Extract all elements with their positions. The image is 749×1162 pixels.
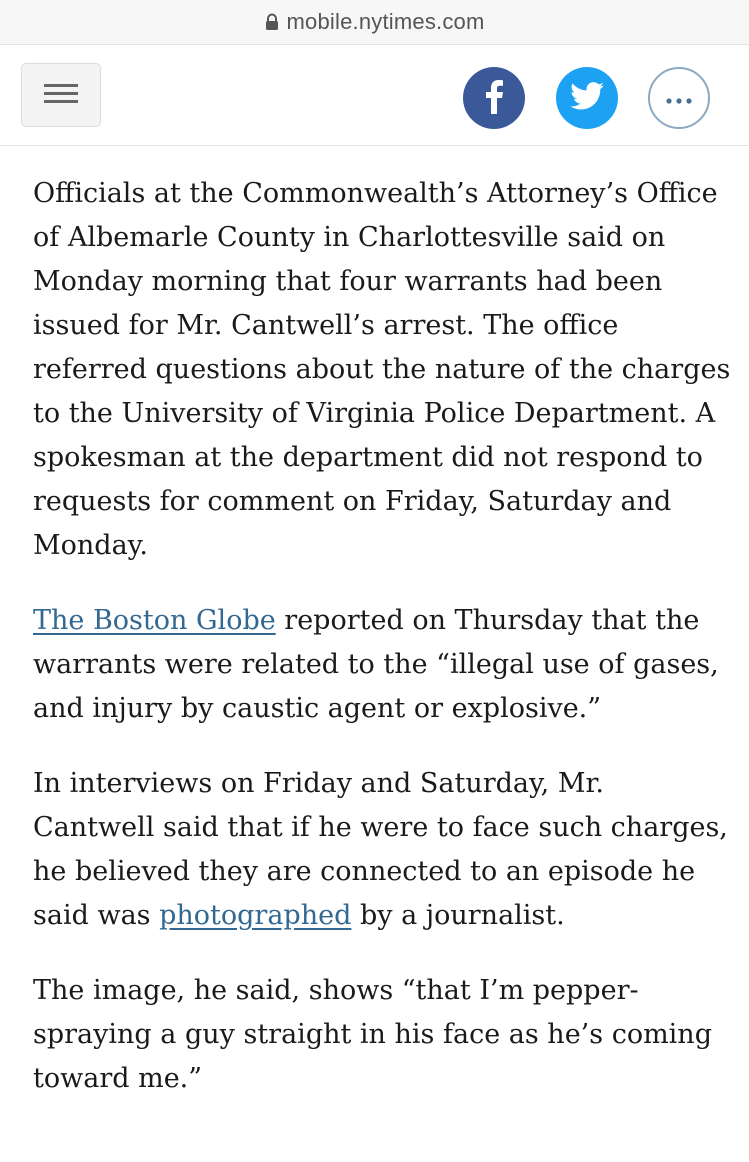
article-paragraph-1: Officials at the Commonwealth’s Attorney’s Office of Albemarle County in Charlottesville said on Monday morning that four warrants had been issued for Mr. Cantwell’s arrest. The office referred questions about the nature of the charges to the University of Virginia Police Department. A spokesman at the department did not respond to requests for comment on Friday, Saturday and Monday. [33, 178, 731, 561]
lock-icon [265, 13, 279, 31]
site-header [0, 45, 749, 146]
more-dots-icon [666, 89, 692, 108]
article-paragraph-3 [33, 762, 733, 938]
hamburger-menu-icon [44, 82, 78, 108]
paragraph-3-text-after: by a journalist. [351, 900, 565, 931]
browser-url-bar[interactable] [0, 0, 749, 45]
article-paragraph-4: The image, he said, shows “that I’m pepper-spraying a guy straight in his face as he’s coming toward me.” [33, 975, 712, 1094]
facebook-share-button[interactable] [463, 67, 525, 129]
photographed-link[interactable]: photographed [159, 900, 352, 931]
twitter-share-button[interactable] [556, 67, 618, 129]
article-body [33, 172, 733, 1132]
facebook-icon [484, 78, 504, 118]
more-share-options-button[interactable] [648, 67, 710, 129]
article-paragraph-2 [33, 599, 733, 731]
paragraph-2-text: reported on Thursday that the warrants were related to the “illegal use of gases, and injury by caustic agent or explosive.” [33, 605, 719, 724]
url-text: mobile.nytimes.com [286, 9, 485, 34]
paragraph-3-text-before: In interviews on Friday and Saturday, Mr. Cantwell said that if he were to face such charges, he believed they are connected to an episode he said was [33, 768, 728, 931]
twitter-icon [570, 82, 604, 114]
boston-globe-link[interactable]: The Boston Globe [33, 605, 276, 636]
menu-button[interactable] [21, 63, 101, 127]
